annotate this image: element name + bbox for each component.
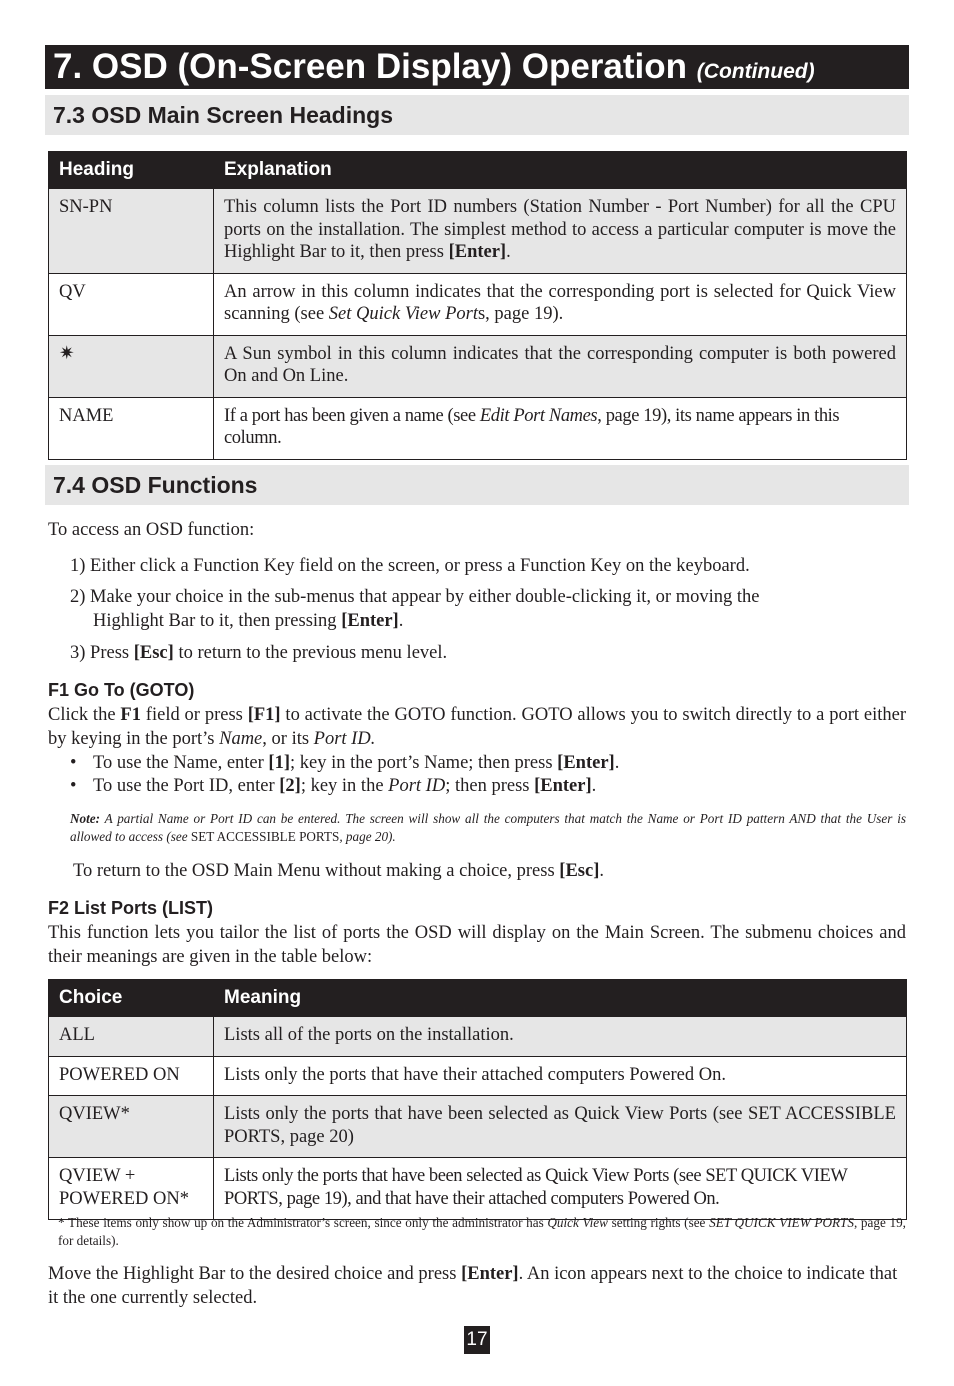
table-row: [49, 1017, 907, 1057]
row-meaning: Lists only the ports that have their attached computers Powered On.: [214, 1056, 907, 1096]
row-explanation: This column lists the Port ID numbers (Station Number - Port Number) for all the CPU ports on the installation. The simplest method to access a particular computer is move the Highlight Bar to it, then press [Enter].: [214, 189, 907, 274]
osd-intro: To access an OSD function:: [48, 520, 255, 540]
section-heading-7-4: 7.4 OSD Functions: [45, 465, 909, 505]
row-meaning: Lists all of the ports on the installation.: [214, 1017, 907, 1057]
step-1: 1) Either click a Function Key field on the screen, or press a Function Key on the keyboard.: [70, 556, 750, 576]
table-row: [49, 1158, 907, 1220]
page-title-continued: (Continued): [696, 60, 815, 83]
f2-intro: This function lets you tailor the list of ports the OSD will display on the Main Screen. The submenu choices and their meanings are given in the table below:: [48, 923, 906, 967]
list-ports-table: [48, 979, 907, 1220]
step-2: 2) Make your choice in the sub-menus that appear by either double-clicking it, or moving the Highlight Bar to it, then pressing [Enter].: [70, 587, 760, 631]
table-header-row: [49, 980, 907, 1017]
table-row: [49, 273, 907, 335]
page-title-main: 7. OSD (On-Screen Display) Operation: [53, 47, 688, 86]
table-row: [49, 1096, 907, 1158]
table-header-row: [49, 152, 907, 189]
f2-heading: F2 List Ports (LIST): [48, 898, 214, 918]
table-row: [49, 397, 907, 459]
f1-description: Click the F1 field or press [F1] to activate the GOTO function. GOTO allows you to switch directly to a port either by keying in the port’s Name, or its Port ID.: [48, 705, 906, 749]
row-explanation: An arrow in this column indicates that the corresponding port is selected for Quick View scanning (see Set Quick View Ports, page 19).: [214, 273, 907, 335]
page-title: [45, 45, 909, 89]
f1-heading: F1 Go To (GOTO): [48, 680, 195, 700]
table-row: [49, 1056, 907, 1096]
row-heading: NAME: [49, 397, 214, 459]
section-heading-7-3: 7.3 OSD Main Screen Headings: [45, 95, 909, 135]
list-item: • To use the Port ID, enter [2]; key in the Port ID; then press [Enter].: [70, 776, 597, 796]
closing-paragraph: Move the Highlight Bar to the desired choice and press [Enter]. An icon appears next to the choice to indicate that it the one currently selected.: [48, 1264, 898, 1308]
row-explanation: A Sun symbol in this column indicates that the corresponding computer is both powered On and On Line.: [214, 335, 907, 397]
column-header-choice: Choice: [49, 980, 214, 1017]
row-choice: ALL: [49, 1017, 214, 1057]
row-heading: SN-PN: [49, 189, 214, 274]
row-choice: QVIEW + POWERED ON*: [49, 1158, 214, 1220]
column-header-explanation: Explanation: [214, 152, 907, 189]
column-header-heading: Heading: [49, 152, 214, 189]
row-meaning: Lists only the ports that have been selected as Quick View Ports (see SET ACCESSIBLE PORTS, page 20): [214, 1096, 907, 1158]
return-instruction: To return to the OSD Main Menu without making a choice, press [Esc].: [73, 861, 604, 881]
headings-table: [48, 151, 907, 460]
row-choice: POWERED ON: [49, 1056, 214, 1096]
goto-note: Note: A partial Name or Port ID can be entered. The screen will show all the computers that match the Name or Port ID pattern AND that the User is allowed to access (see SET ACCESSIBLE PORTS, page 20).: [70, 811, 906, 844]
step-3: 3) Press [Esc] to return to the previous menu level.: [70, 643, 448, 663]
table-row: [49, 189, 907, 274]
table-row: [49, 335, 907, 397]
column-header-meaning: Meaning: [214, 980, 907, 1017]
table-footnote: * These items only show up on the Administrator’s screen, since only the administrator has Quick View setting rights (see SET QUICK VIEW PORTS, page 19, for details).: [58, 1215, 906, 1248]
page-number: 17: [464, 1326, 490, 1354]
list-item: • To use the Name, enter [1]; key in the port’s Name; then press [Enter].: [70, 753, 620, 773]
sun-icon: ✷: [49, 335, 214, 397]
row-choice: QVIEW*: [49, 1096, 214, 1158]
row-meaning: Lists only the ports that have been selected as Quick View Ports (see SET QUICK VIEW PORTS, page 19), and that have their attached computers Powered On.: [214, 1158, 907, 1220]
row-heading: QV: [49, 273, 214, 335]
row-explanation: If a port has been given a name (see Edit Port Names, page 19), its name appears in this column.: [214, 397, 907, 459]
